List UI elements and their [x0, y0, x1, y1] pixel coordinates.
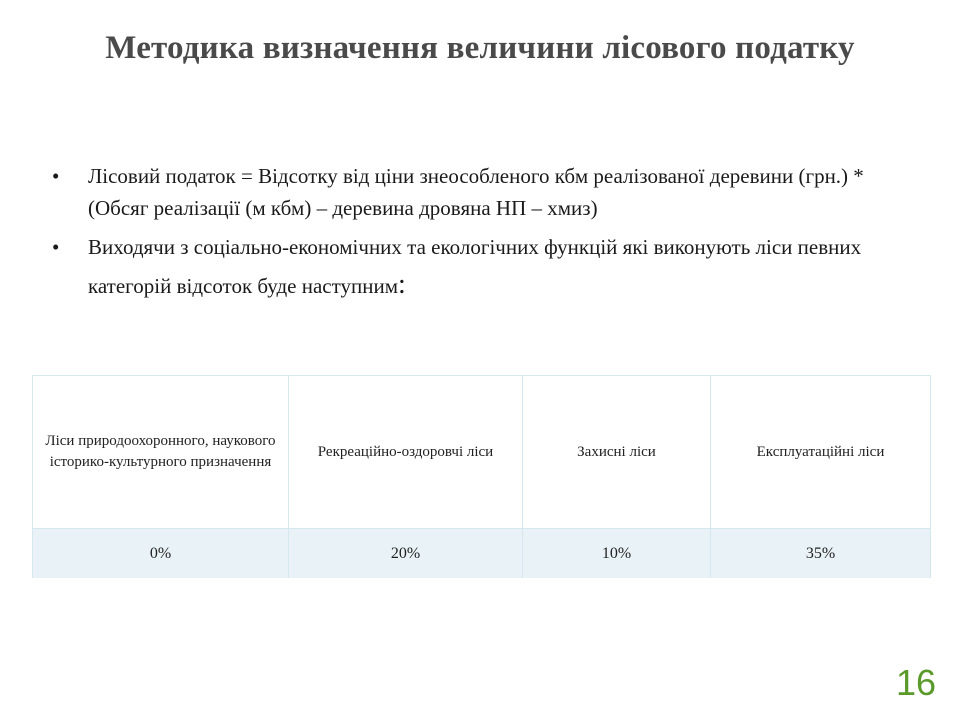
table-row — [33, 529, 931, 579]
bullet-text: Виходячи з соціально-економічних та екологічних функцій які виконують ліси певних категорій відсоток буде наступним — [88, 235, 862, 298]
cell-recreational-rate: 20% — [289, 529, 523, 579]
table-header-row — [33, 376, 931, 529]
cell-protected-rate: 0% — [33, 529, 289, 579]
bullet-list — [52, 160, 872, 309]
bullet-colon: : — [398, 269, 406, 300]
bullet-item-rates-intro — [52, 228, 872, 305]
cell-protective-rate: 10% — [523, 529, 711, 579]
bullet-dot: • — [52, 235, 60, 259]
bullet-dot: • — [52, 164, 60, 188]
bullet-text: Лісовий податок = Відсотку від ціни знеособленого кбм реалізованої деревини (грн.) * (Обсяг реалізації (м кбм) – деревина дровяна НП – хмиз) — [88, 164, 864, 220]
page-number: 16 — [895, 662, 936, 703]
header-operational-forests: Експлуатаційні ліси — [711, 376, 931, 529]
cell-operational-rate: 35% — [711, 529, 931, 579]
header-protective-forests: Захисні ліси — [523, 376, 711, 529]
bullet-item-tax-formula — [52, 160, 872, 224]
slide-title: Методика визначення величини лісового податку — [105, 30, 855, 66]
header-recreational-forests: Рекреаційно-оздоровчі ліси — [289, 376, 523, 529]
header-protected-forests: Ліси природоохоронного, наукового історико-культурного призначення — [33, 376, 289, 529]
tax-rate-table — [32, 375, 931, 578]
